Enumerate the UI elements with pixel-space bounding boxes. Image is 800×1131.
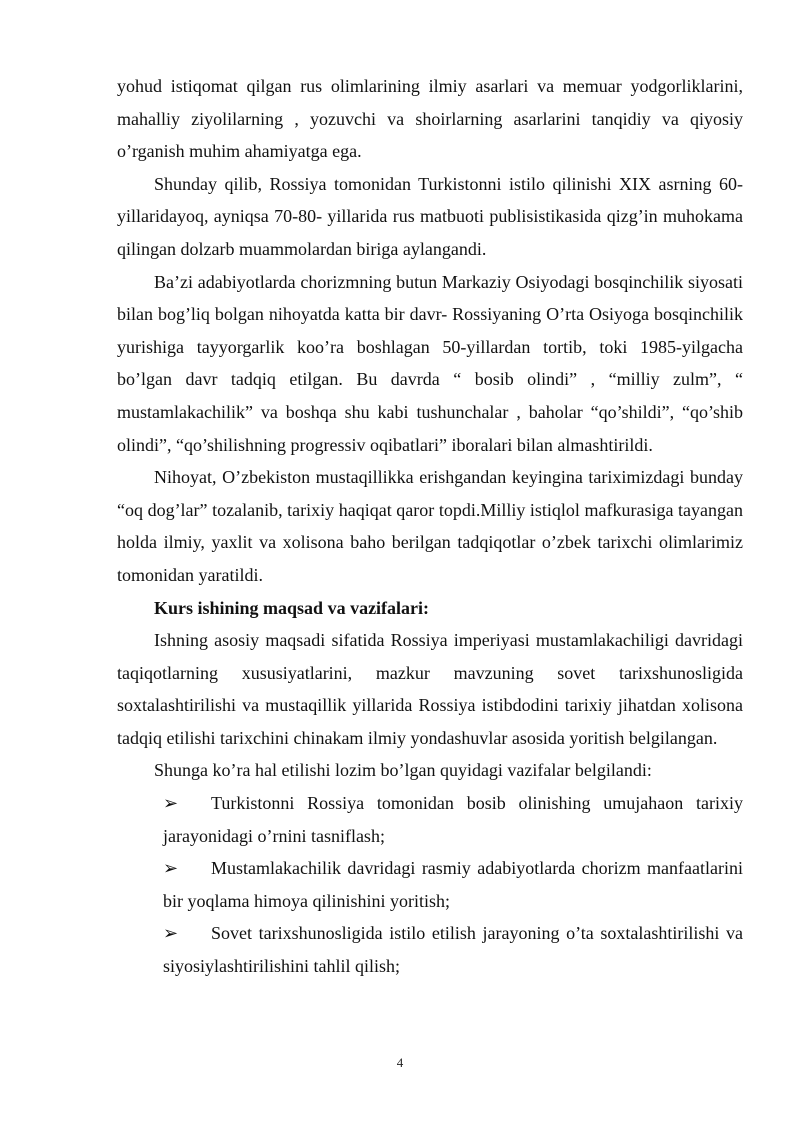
paragraph-maqsad: Ishning asosiy maqsadi sifatida Rossiya imperiyasi mustamlakachiligi davridagi taqiqotlarning xususiyatlarini, mazkur mavzuning sovet tarixshunosligida soxtalashtirilishi va mustaqillik yillarida Rossiya istibdodini tarixiy jihatdan xolisona tadqiq etilishi tarixchini chinakam ilmiy yondashuvlar asosida yoritish belgilangan. (117, 630, 743, 748)
paragraph-vazifalar-intro: Shunga ko’ra hal etilishi lozim bo’lgan quyidagi vazifalar belgilandi: (154, 760, 652, 781)
list-item (117, 852, 743, 917)
list-item-text: Sovet tarixshunosligida istilo etilish jarayoning o’ta soxtalashtirilishi va siyosiylashtirilishini tahlil qilish; (163, 923, 743, 977)
list-item-text: Turkistonni Rossiya tomonidan bosib olinishing umujahaon tarixiy jarayonidagi o’rnini tasniflash; (163, 793, 743, 846)
arrowhead-bullet-icon: ➢ (163, 923, 179, 944)
page-content (117, 70, 743, 983)
section-heading: Kurs ishining maqsad va vazifalari: (154, 597, 430, 618)
task-list (117, 787, 743, 983)
page-number: 4 (396, 1055, 404, 1070)
arrowhead-bullet-icon: ➢ (163, 858, 179, 879)
paragraph-continuation: yohud istiqomat qilgan rus olimlarining ilmiy asarlari va memuar yodgorliklarini, mahalliy ziyolilarning , yozuvchi va shoirlarning asarlarini tanqidiy va qiyosiy o’rganish muhim ahamiyatga ega. (117, 76, 743, 162)
arrowhead-bullet-icon: ➢ (163, 793, 179, 814)
paragraph-mustaqillik: Nihoyat, O’zbekiston mustaqillikka erishgandan keyingina tariximizdagi bunday “oq dog’lar” tozalanib, tarixiy haqiqat qaror topdi.Milliy istiqlol mafkurasiga tayangan holda ilmiy, yaxlit va xolisona baho berilgan tadqiqotlar o’zbek tarixchi olimlarimiz tomonidan yaratildi. (117, 467, 743, 585)
list-item-text: Mustamlakachilik davridagi rasmiy adabiyotlarda chorizm manfaatlarini bir yoqlama himoya qilinishini yoritish; (163, 858, 743, 911)
list-item (117, 917, 743, 982)
paragraph-adabiyotlar: Ba’zi adabiyotlarda chorizmning butun Markaziy Osiyodagi bosqinchilik siyosati bilan bog’liq bolgan nihoyatda katta bir davr- Rossiyaning O’rta Osiyoga bosqinchilik yurishiga tayyorgarlik koo’ra boshlagan 50-yillardan tortib, toki 1985-yilgacha bo’lgan davr tadqiq etilgan. Bu davrda “ bosib olindi” , “milliy zulm”, “ mustamlakachilik” va boshqa shu kabi tushunchalar , baholar “qo’shildi”, “qo’shib olindi”, “qo’shilishning progressiv oqibatlari” iboralari bilan almashtirildi. (117, 271, 743, 455)
list-item (117, 787, 743, 852)
paragraph-turkiston-istilo: Shunday qilib, Rossiya tomonidan Turkistonni istilo qilinishi XIX asrning 60-yillaridayoq, ayniqsa 70-80- yillarida rus matbuoti publisistikasida qizg’in muhokama qilingan dolzarb muammolardan biriga aylangandi. (117, 173, 743, 259)
